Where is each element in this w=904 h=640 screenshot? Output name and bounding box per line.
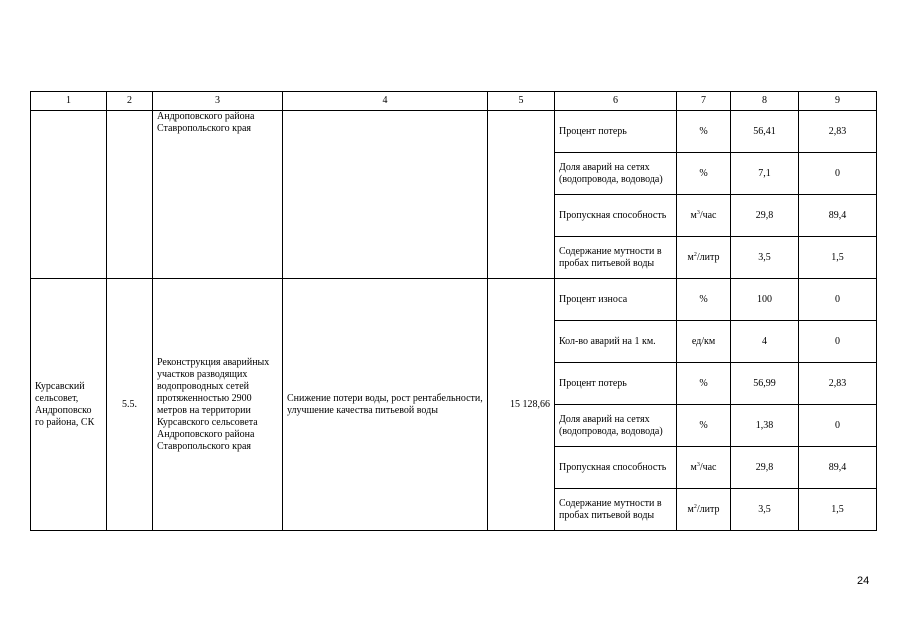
item-number-cell bbox=[107, 111, 153, 279]
indicator-value-before: 1,38 bbox=[731, 405, 799, 447]
header-cell: 7 bbox=[677, 92, 731, 111]
cost-cell: 15 128,66 bbox=[488, 279, 555, 531]
header-cell: 6 bbox=[555, 92, 677, 111]
goal-cell: Снижение потери воды, рост рентабельности, улучшение качества питьевой воды bbox=[283, 279, 488, 531]
goal-cell bbox=[283, 111, 488, 279]
header-row bbox=[31, 92, 877, 111]
header-cell: 3 bbox=[153, 92, 283, 111]
indicator-unit: $м^3$/час bbox=[677, 195, 731, 237]
data-table bbox=[30, 91, 877, 531]
table-row bbox=[31, 279, 877, 321]
header-cell: 1 bbox=[31, 92, 107, 111]
indicator-unit: % bbox=[677, 111, 731, 153]
indicator-value-after: 89,4 bbox=[799, 447, 877, 489]
indicator-value-before: 3,5 bbox=[731, 237, 799, 279]
indicator-value-before: 7,1 bbox=[731, 153, 799, 195]
settlement-cell bbox=[31, 111, 107, 279]
indicator-name: Кол-во аварий на 1 км. bbox=[555, 321, 677, 363]
settlement-cell: Курсавский сельсовет, Андроповско го района, СК bbox=[31, 279, 107, 531]
table-row bbox=[31, 111, 877, 153]
indicator-unit: $м^2$/литр bbox=[677, 237, 731, 279]
indicator-name: Доля аварий на сетях (водопровода, водовода) bbox=[555, 405, 677, 447]
cost-cell bbox=[488, 111, 555, 279]
indicator-value-after: 0 bbox=[799, 153, 877, 195]
header-cell: 5 bbox=[488, 92, 555, 111]
indicator-value-before: 4 bbox=[731, 321, 799, 363]
indicator-unit: % bbox=[677, 405, 731, 447]
indicator-value-after: 2,83 bbox=[799, 111, 877, 153]
indicator-value-after: 2,83 bbox=[799, 363, 877, 405]
indicator-name: Доля аварий на сетях (водопровода, водовода) bbox=[555, 153, 677, 195]
indicator-name: Пропускная способность bbox=[555, 447, 677, 489]
project-name-cell: Андроповского района Ставропольского края bbox=[153, 111, 283, 279]
indicator-name: Содержание мутности в пробах питьевой воды bbox=[555, 237, 677, 279]
project-name-cell: Реконструкция аварийных участков разводящих водопроводных сетей протяженностью 2900 метров на территории Курсавского сельсовета Андроповского района Ставропольского края bbox=[153, 279, 283, 531]
indicator-unit: $м^2$/литр bbox=[677, 489, 731, 531]
header-cell: 4 bbox=[283, 92, 488, 111]
header-cell: 8 bbox=[731, 92, 799, 111]
indicator-value-after: 0 bbox=[799, 321, 877, 363]
indicator-value-before: 100 bbox=[731, 279, 799, 321]
indicator-unit: % bbox=[677, 363, 731, 405]
indicator-value-before: 3,5 bbox=[731, 489, 799, 531]
indicator-name: Содержание мутности в пробах питьевой воды bbox=[555, 489, 677, 531]
indicator-value-before: 56,41 bbox=[731, 111, 799, 153]
page-number: 24 bbox=[857, 575, 870, 587]
indicator-value-before: 56,99 bbox=[731, 363, 799, 405]
header-cell: 2 bbox=[107, 92, 153, 111]
indicator-unit: % bbox=[677, 153, 731, 195]
indicator-name: Процент потерь bbox=[555, 363, 677, 405]
indicator-value-after: 89,4 bbox=[799, 195, 877, 237]
indicator-name: Процент износа bbox=[555, 279, 677, 321]
header-cell: 9 bbox=[799, 92, 877, 111]
indicator-value-after: 1,5 bbox=[799, 489, 877, 531]
indicator-value-after: 0 bbox=[799, 279, 877, 321]
indicator-unit: $м^3$/час bbox=[677, 447, 731, 489]
indicator-value-before: 29,8 bbox=[731, 195, 799, 237]
indicator-name: Процент потерь bbox=[555, 111, 677, 153]
indicator-value-after: 0 bbox=[799, 405, 877, 447]
indicator-name: Пропускная способность bbox=[555, 195, 677, 237]
item-number-cell: 5.5. bbox=[107, 279, 153, 531]
indicator-value-before: 29,8 bbox=[731, 447, 799, 489]
indicator-unit: ед/км bbox=[677, 321, 731, 363]
indicator-unit: % bbox=[677, 279, 731, 321]
indicator-value-after: 1,5 bbox=[799, 237, 877, 279]
